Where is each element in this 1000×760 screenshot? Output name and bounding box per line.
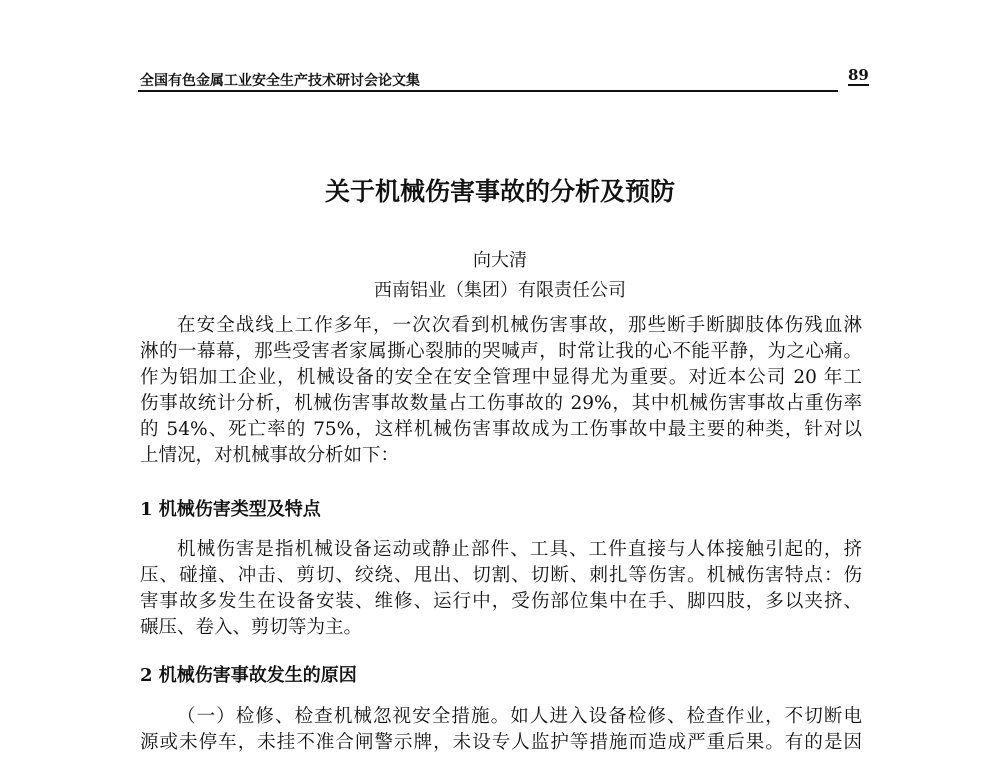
intro-line: 作为铝加工企业，机械设备的安全在安全管理中显得尤为重要。对近本公司 20 年工: [140, 367, 862, 388]
intro-line: 的 54%、死亡率的 75%，这样机械伤害事故成为工伤事故中最主要的种类，针对以: [140, 419, 862, 440]
author: 向大清: [473, 250, 527, 271]
section-heading-2: 2 机械伤害事故发生的原因: [140, 665, 357, 686]
section-heading-1: 1 机械伤害类型及特点: [140, 499, 321, 520]
intro-line: 上情况，对机械事故分析如下：: [140, 445, 400, 466]
intro-line: 在安全战线上工作多年，一次次看到机械伤害事故，那些断手断脚肢体伤残血淋: [177, 315, 862, 336]
section1-line: 压、碰撞、冲击、剪切、绞绕、甩出、切割、切断、刺扎等伤害。机械伤害特点：伤: [140, 565, 862, 586]
intro-line: 伤事故统计分析，机械伤害事故数量占工伤事故的 29%，其中机械伤害事故占重伤率: [140, 393, 862, 414]
affiliation: 西南铝业（集团）有限责任公司: [374, 280, 626, 301]
section1-line: 机械伤害是指机械设备运动或静止部件、工具、工件直接与人体接触引起的，挤: [177, 539, 862, 560]
section2-line: （一）检修、检查机械忽视安全措施。如人进入设备检修、检查作业，不切断电: [177, 706, 862, 727]
running-header: 全国有色金属工业安全生产技术研讨会论文集: [140, 73, 420, 89]
page-number: 89: [848, 66, 869, 84]
section1-line: 碾压、卷入、剪切等为主。: [140, 617, 363, 638]
paper-title: 关于机械伤害事故的分析及预防: [324, 177, 675, 206]
section2-line: 源或未停车，未挂不准合闸警示牌，未设专人监护等措施而造成严重后果。有的是因: [140, 732, 862, 753]
intro-line: 淋的一幕幕，那些受害者家属撕心裂肺的哭喊声，时常让我的心不能平静，为之心痛。: [140, 341, 862, 362]
header-rule: [138, 90, 838, 92]
section1-line: 害事故多发生在设备安装、维修、运行中，受伤部位集中在手、脚四肢，多以夹挤、: [140, 591, 862, 612]
